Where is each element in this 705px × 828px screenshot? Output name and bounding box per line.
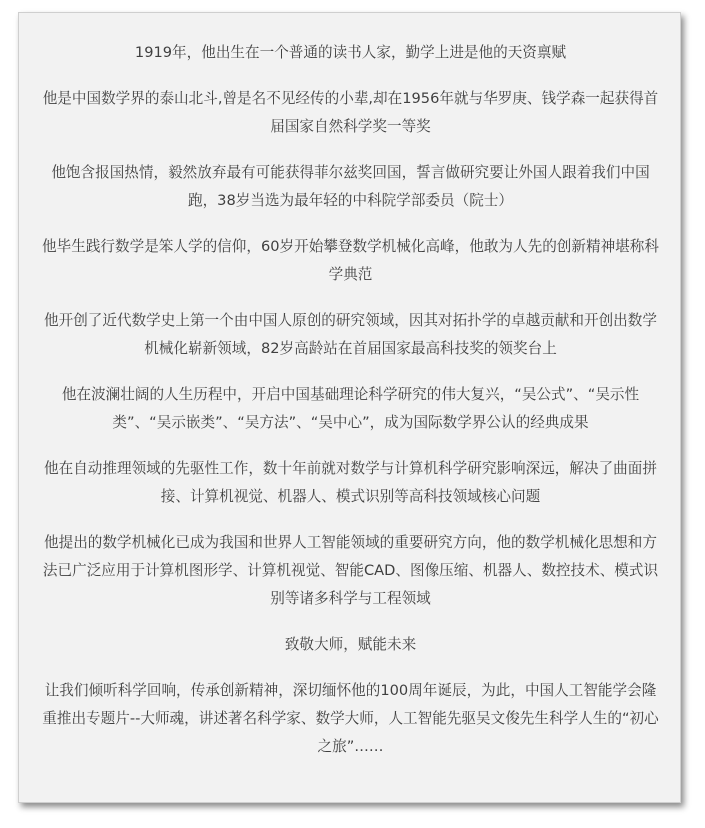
paragraph-mechanization: 他毕生践行数学是笨人学的信仰，60岁开始攀登数学机械化高峰，他敢为人先的创新精神堪称科学典范: [42, 238, 659, 283]
paragraph-award-1956: 他是中国数学界的泰山北斗,曾是名不见经传的小辈,却在1956年就与华罗庚、钱学森一起获得首届国家自然科学奖一等奖: [42, 90, 659, 135]
article-card: [18, 12, 681, 803]
paragraph-return-home: 他饱含报国热情，毅然放弃最有可能获得菲尔兹奖回国，誓言做研究要让外国人跟着我们中国跑，38岁当选为最年轻的中科院学部委员（院士）: [51, 164, 650, 209]
paragraph-automated-reasoning: 他在自动推理领域的先驱性工作，数十年前就对数学与计算机科学研究影响深远，解决了曲面拼接、计算机视觉、机器人、模式识别等高科技领域核心问题: [44, 460, 657, 505]
paragraph-topology: 他开创了近代数学史上第一个由中国人原创的研究领域，因其对拓扑学的卓越贡献和开创出数学机械化崭新领域，82岁高龄站在首届国家最高科技奖的领奖台上: [44, 312, 657, 357]
paragraph-classic-results: 他在波澜壮阔的人生历程中，开启中国基础理论科学研究的伟大复兴，“吴公式”、“吴示性类”、“吴示嵌类”、“吴方法”、“吴中心”，成为国际数学界公认的经典成果: [61, 386, 640, 431]
paragraph-documentary: 让我们倾听科学回响，传承创新精神，深切缅怀他的100周年诞辰，为此，中国人工智能学会隆重推出专题片--大师魂，讲述著名科学家、数学大师，人工智能先驱吴文俊先生科学人生的“初心之旅”……: [42, 682, 659, 755]
paragraph-tribute: 致敬大师，赋能未来: [284, 636, 417, 653]
paragraph-birth: 1919年，他出生在一个普通的读书人家，勤学上进是他的天资禀赋: [134, 44, 567, 61]
article-body: [41, 39, 660, 761]
paragraph-ai-direction: 他提出的数学机械化已成为我国和世界人工智能领域的重要研究方向，他的数学机械化思想和方法已广泛应用于计算机图形学、计算机视觉、智能CAD、图像压缩、机器人、数控技术、模式识别等诸多科学与工程领域: [42, 534, 659, 607]
